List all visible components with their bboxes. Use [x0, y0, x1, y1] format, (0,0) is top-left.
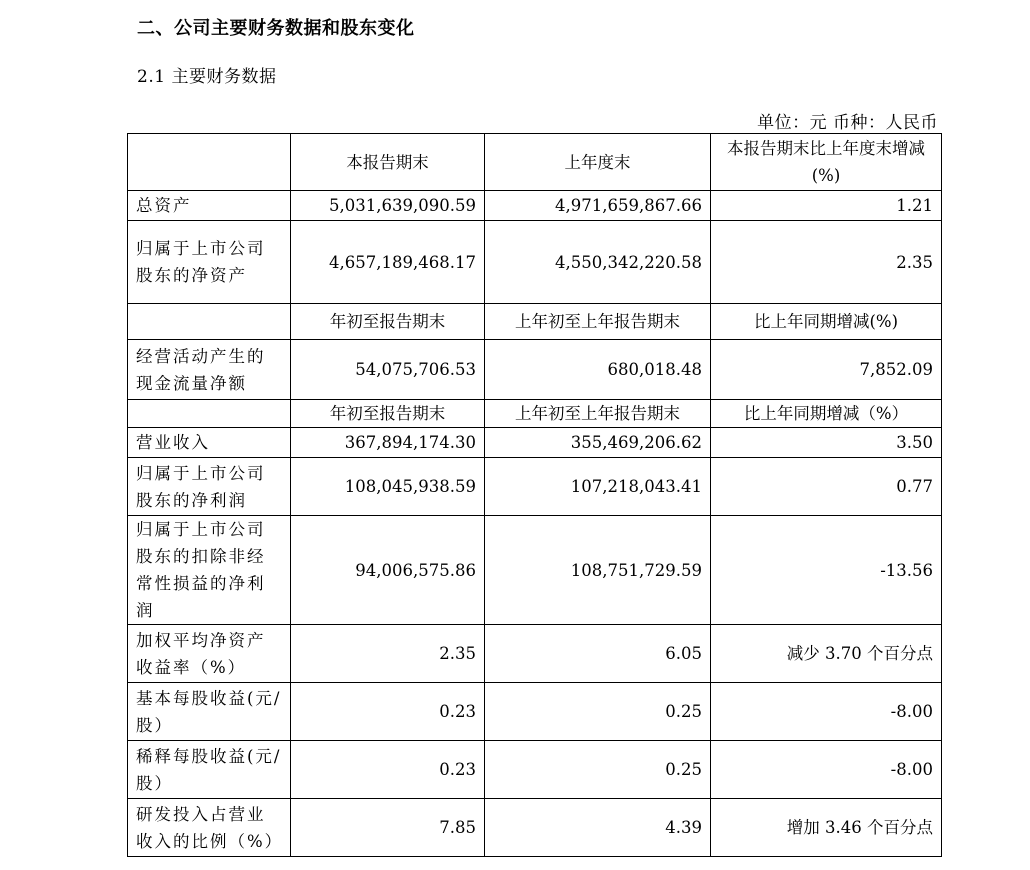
row-label: 归属于上市公司股东的扣除非经常性损益的净利润 [128, 516, 291, 625]
table-row [128, 683, 942, 741]
table-subheader-row [128, 304, 942, 340]
table-row [128, 340, 942, 400]
value-change: 减少 3.70 个百分点 [711, 625, 942, 683]
value-prior: 4,971,659,867.66 [485, 191, 711, 221]
value-change: -8.00 [711, 683, 942, 741]
subheader-ytd: 年初至报告期末 [291, 304, 485, 340]
value-current: 0.23 [291, 683, 485, 741]
value-change: 0.77 [711, 458, 942, 516]
subheader-blank-cell [128, 304, 291, 340]
header-current-period-end: 本报告期末 [291, 134, 485, 191]
value-current: 367,894,174.30 [291, 428, 485, 458]
row-label: 经营活动产生的现金流量净额 [128, 340, 291, 400]
unit-note: 单位：元 币种：人民币 [757, 113, 938, 133]
subheader-yoy-change: 比上年同期增减（%） [711, 400, 942, 428]
header-change-vs-prior-year-end: 本报告期末比上年度末增减(%) [711, 134, 942, 191]
row-label: 加权平均净资产收益率（%） [128, 625, 291, 683]
row-label: 营业收入 [128, 428, 291, 458]
value-prior: 4.39 [485, 799, 711, 857]
value-change: 1.21 [711, 191, 942, 221]
row-label: 研发投入占营业收入的比例（%） [128, 799, 291, 857]
value-prior: 0.25 [485, 683, 711, 741]
table-row [128, 221, 942, 304]
table-row [128, 741, 942, 799]
table-row [128, 428, 942, 458]
row-label: 稀释每股收益(元/股） [128, 741, 291, 799]
row-label: 归属于上市公司股东的净利润 [128, 458, 291, 516]
value-change: 增加 3.46 个百分点 [711, 799, 942, 857]
table-row [128, 799, 942, 857]
value-current: 108,045,938.59 [291, 458, 485, 516]
subsection-title: 2.1 主要财务数据 [137, 67, 277, 87]
subheader-yoy-change: 比上年同期增减(%) [711, 304, 942, 340]
value-change: -13.56 [711, 516, 942, 625]
financial-data-table [127, 133, 942, 857]
value-change: 7,852.09 [711, 340, 942, 400]
value-prior: 6.05 [485, 625, 711, 683]
value-prior: 0.25 [485, 741, 711, 799]
table-row [128, 458, 942, 516]
header-prior-year-end: 上年度末 [485, 134, 711, 191]
table-header-row [128, 134, 942, 191]
subheader-blank-cell [128, 400, 291, 428]
value-prior: 107,218,043.41 [485, 458, 711, 516]
value-current: 7.85 [291, 799, 485, 857]
subheader-prior-ytd: 上年初至上年报告期末 [485, 400, 711, 428]
section-title: 二、公司主要财务数据和股东变化 [137, 18, 415, 39]
table-row [128, 191, 942, 221]
value-prior: 355,469,206.62 [485, 428, 711, 458]
header-blank-cell [128, 134, 291, 191]
table-subheader-row [128, 400, 942, 428]
subheader-prior-ytd: 上年初至上年报告期末 [485, 304, 711, 340]
value-change: 2.35 [711, 221, 942, 304]
value-prior: 4,550,342,220.58 [485, 221, 711, 304]
row-label: 总资产 [128, 191, 291, 221]
value-current: 94,006,575.86 [291, 516, 485, 625]
value-change: 3.50 [711, 428, 942, 458]
row-label: 基本每股收益(元/股） [128, 683, 291, 741]
value-prior: 680,018.48 [485, 340, 711, 400]
value-current: 0.23 [291, 741, 485, 799]
value-current: 5,031,639,090.59 [291, 191, 485, 221]
value-change: -8.00 [711, 741, 942, 799]
subheader-ytd: 年初至报告期末 [291, 400, 485, 428]
table-row [128, 516, 942, 625]
value-current: 2.35 [291, 625, 485, 683]
value-current: 54,075,706.53 [291, 340, 485, 400]
row-label: 归属于上市公司股东的净资产 [128, 221, 291, 304]
value-prior: 108,751,729.59 [485, 516, 711, 625]
table-row [128, 625, 942, 683]
value-current: 4,657,189,468.17 [291, 221, 485, 304]
